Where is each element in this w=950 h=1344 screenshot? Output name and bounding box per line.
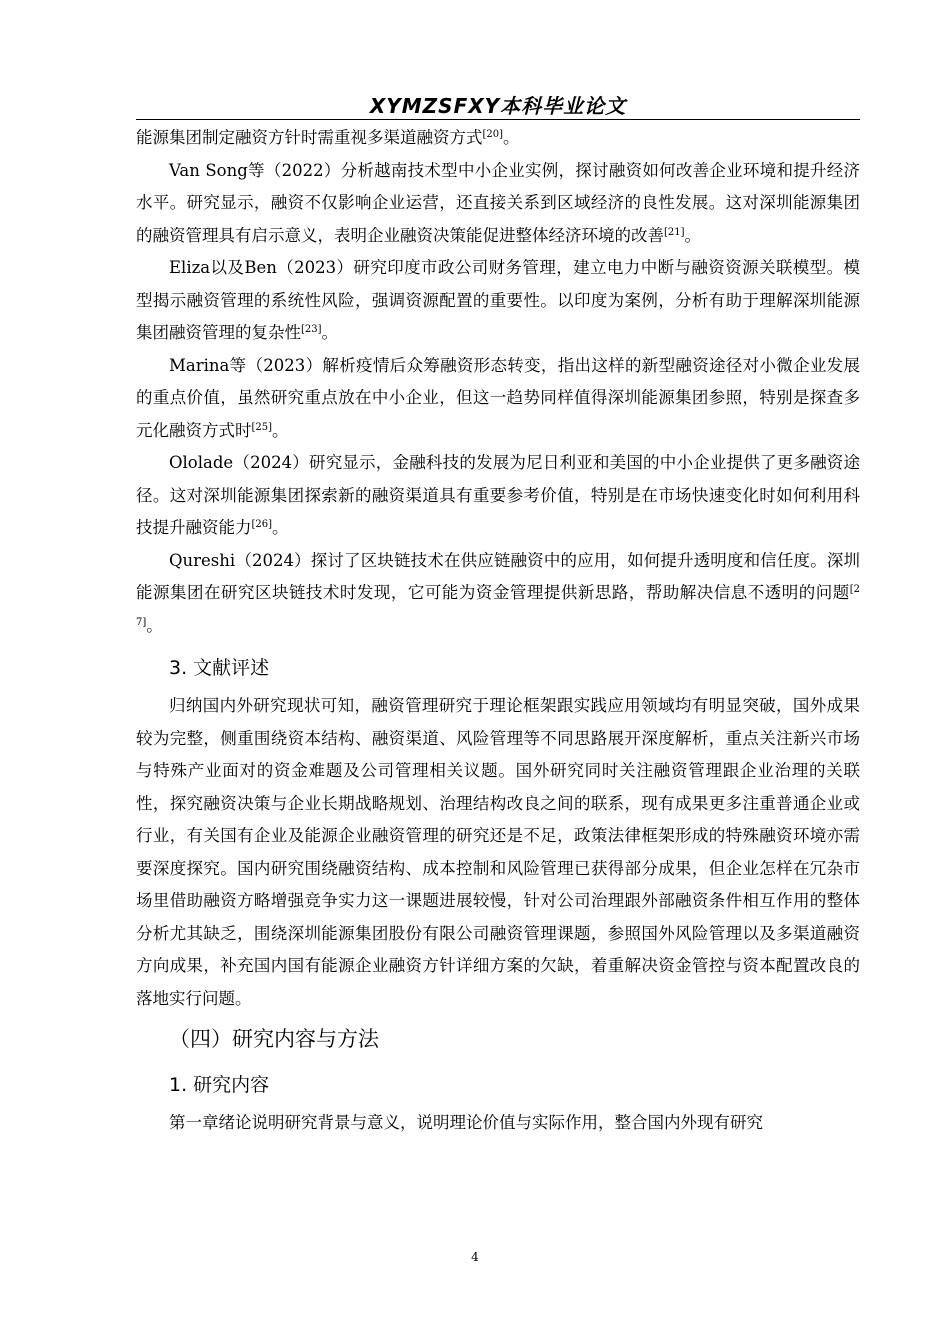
body-paragraph xyxy=(136,122,860,155)
paragraph-tail: 。 xyxy=(503,128,520,147)
research-content-paragraph: 第一章绪论说明研究背景与意义，说明理论价值与实际作用，整合国内外现有研究 xyxy=(169,1113,763,1132)
paragraph-text: 能源集团制定融资方针时需重视多渠道融资方式 xyxy=(136,128,483,147)
paragraph-tail: 。 xyxy=(684,225,702,245)
body-paragraph xyxy=(136,350,860,448)
citation-ref: [25] xyxy=(251,421,273,433)
page-number: 4 xyxy=(471,1250,479,1264)
citation-ref: [23] xyxy=(301,324,322,335)
citation-ref: [20] xyxy=(482,129,504,140)
page-body xyxy=(136,122,860,1140)
citation-ref: [21] xyxy=(664,226,685,238)
paragraph-text: Ololade（2024）研究显示，金融科技的发展为尼日利亚和美国的中小企业提供了更多融资途径。这对深圳能源集团探索新的融资渠道具有重要参考价值，特别是在市场快速变化时如何利用科技提升融资能力 xyxy=(136,453,860,537)
part-heading-research-content-methods: （四）研究内容与方法 xyxy=(169,1027,379,1051)
paragraph-text: Marina等（2023）解析疫情后众筹融资形态转变，指出这样的新型融资途径对小微企业发展的重点价值，虽然研究重点放在中小企业，但这一趋势同样值得深圳能源集团参照，特别是探查多元化融资方式时 xyxy=(136,355,860,440)
paragraph-tail: 。 xyxy=(272,518,289,537)
header-divider xyxy=(136,119,860,120)
body-paragraph xyxy=(136,155,860,253)
paragraph-text: Eliza以及Ben（2023）研究印度市政公司财务管理，建立电力中断与融资资源关联模型。模型揭示融资管理的系统性风险，强调资源配置的重要性。以印度为案例，分析有助于理解深圳能源集团融资管理的复杂性 xyxy=(136,258,860,342)
section-heading-literature-review: 3. 文献评述 xyxy=(169,657,270,679)
body-paragraph xyxy=(136,447,860,545)
citation-ref: [26] xyxy=(251,519,273,530)
section-heading-research-content: 1. 研究内容 xyxy=(169,1074,270,1096)
body-paragraph xyxy=(136,545,860,643)
paragraph-text: Qureshi（2024）探讨了区块链技术在供应链融资中的应用，如何提升透明度和信任度。深圳能源集团在研究区块链技术时发现，它可能为资金管理提供新思路，帮助解决信息不透明的问题 xyxy=(136,550,860,602)
paragraph-text: Van Song等（2022）分析越南技术型中小企业实例，探讨融资如何改善企业环境和提升经济水平。研究显示，融资不仅影响企业运营，还直接关系到区域经济的良性发展。这对深圳能源集团的融资管理具有启示意义，表明企业融资决策能促进整体经济环境的改善 xyxy=(136,160,860,245)
literature-review-paragraph: 归纳国内外研究现状可知，融资管理研究于理论框架跟实践应用领域均有明显突破，国外成果较为完整，侧重围绕资本结构、融资渠道、风险管理等不同思路展开深度解析，重点关注新兴市场与特殊产业面对的资金难题及公司管理相关议题。国外研究同时关注融资管理跟企业治理的关联性，探究融资决策与企业长期战略规划、治理结构改良之间的联系，现有成果更多注重普通企业或行业，有关国有企业及能源企业融资管理的研究还是不足，政策法律框架形成的特殊融资环境亦需要深度探究。国内研究围绕融资结构、成本控制和风险管理已获得部分成果，但企业怎样在冗杂市场里借助融资方略增强竞争实力这一课题进展较慢，针对公司治理跟外部融资条件相互作用的整体分析尤其缺乏，围绕深圳能源集团股份有限公司融资管理课题，参照国外风险管理以及多渠道融资方向成果，补充国内国有能源企业融资方针详细方案的欠缺，着重解决资金管控与资本配置改良的落地实行问题。 xyxy=(136,696,860,1008)
citation-ref: [27] xyxy=(136,584,860,628)
paragraph-tail: 。 xyxy=(272,420,289,440)
paragraph-tail: 。 xyxy=(321,323,339,342)
body-paragraph xyxy=(136,252,860,350)
paragraph-tail: 。 xyxy=(146,615,163,635)
running-header: XYMZSFXY本科毕业论文 xyxy=(369,94,627,118)
